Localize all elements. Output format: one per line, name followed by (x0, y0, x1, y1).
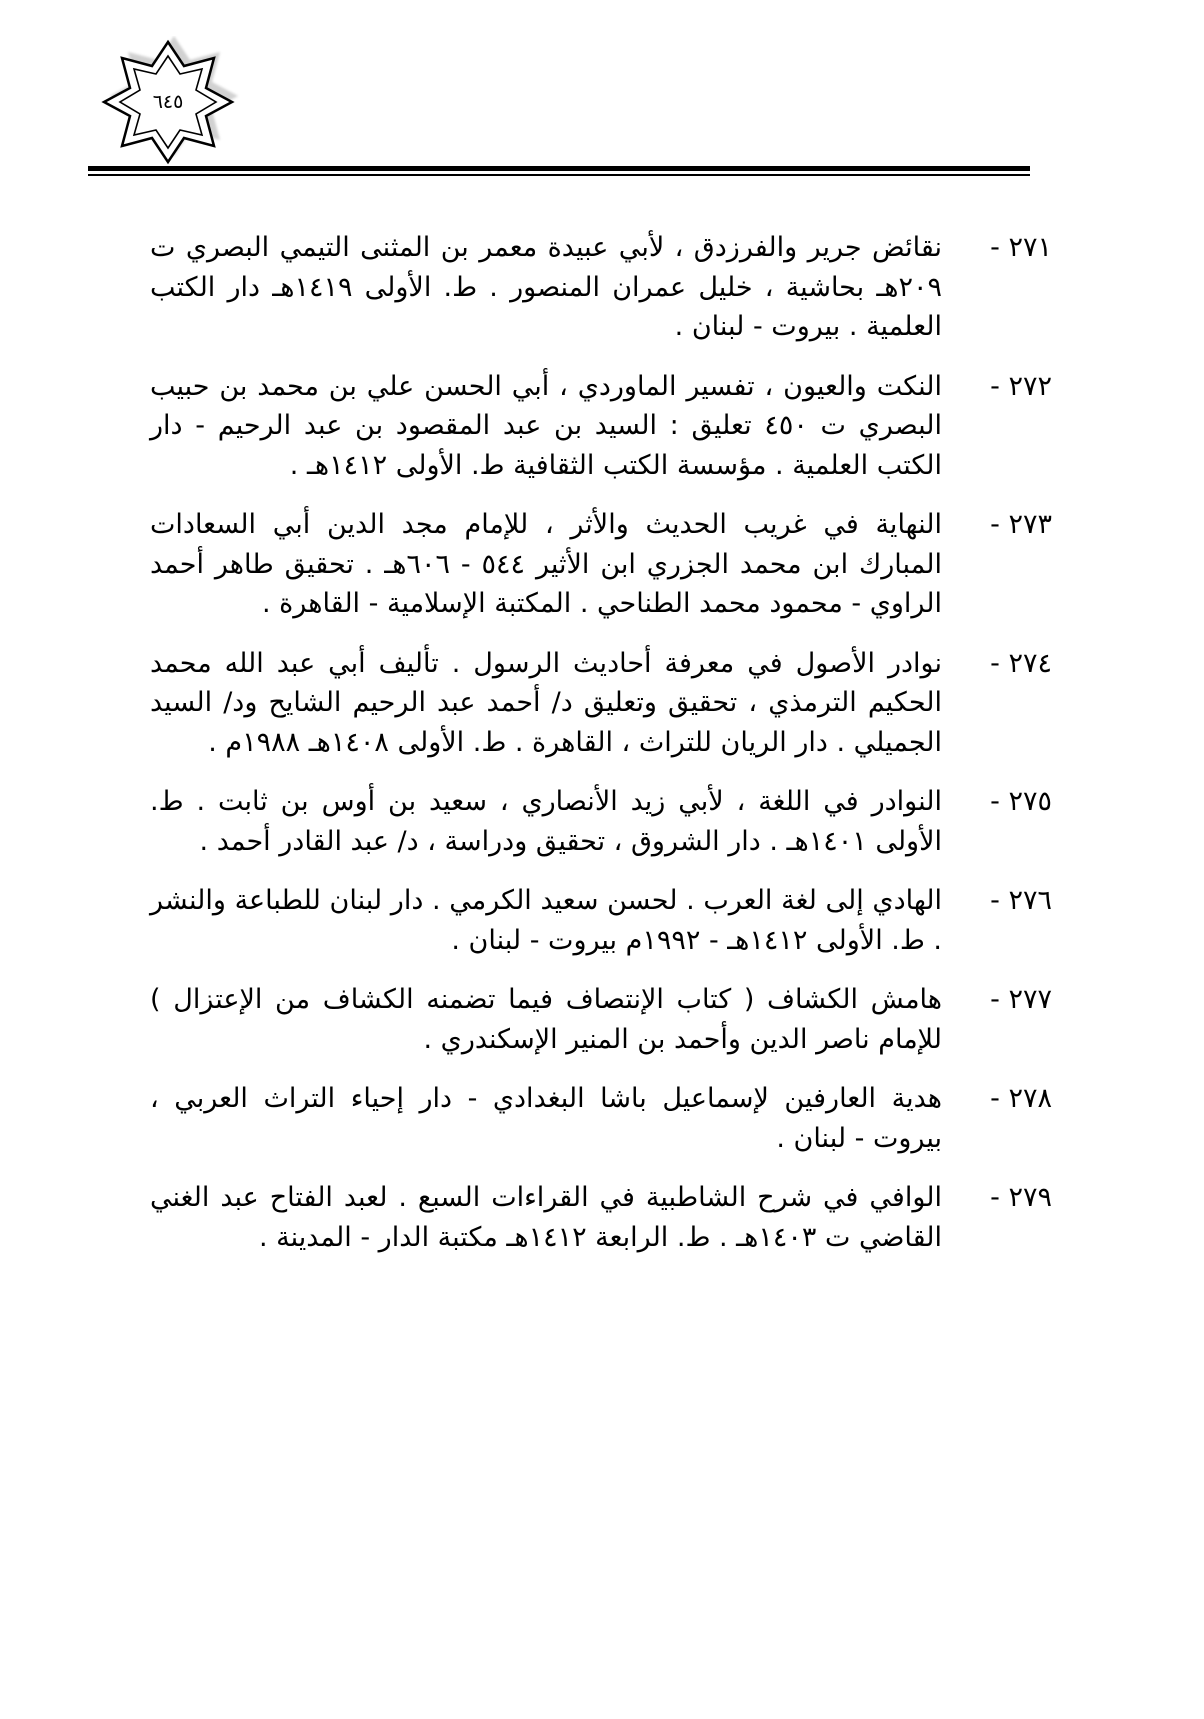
bibliography-entry-274 (150, 644, 1052, 763)
bibliography-entry-276 (150, 881, 1052, 960)
page-number-badge (96, 36, 240, 168)
entry-text: النوادر في اللغة ، لأبي زيد الأنصاري ، سعيد بن أوس بن ثابت . ط. الأولى ١٤٠١هـ . دار الشروق ، تحقيق ودراسة ، د/ عبد القادر أحمد . (150, 786, 942, 857)
entry-number: ٢٧٢ - (990, 370, 1052, 402)
entry-text: نوادر الأصول في معرفة أحاديث الرسول . تأليف أبي عبد الله محمد الحكيم الترمذي ، تحقيق وتعليق د/ أحمد عبد الرحيم الشايح ود/ السيد الجميلي . دار الريان للتراث ، القاهرة . ط. الأولى ١٤٠٨هـ ١٩٨٨م . (150, 647, 942, 758)
bibliography-entry-277 (150, 980, 1052, 1059)
entry-text: الوافي في شرح الشاطبية في القراءات السبع . لعبد الفتاح عبد الغني القاضي ت ١٤٠٣هـ . ط. الرابعة ١٤١٢هـ مكتبة الدار - المدينة . (150, 1182, 942, 1253)
entry-text: الهادي إلى لغة العرب . لحسن سعيد الكرمي . دار لبنان للطباعة والنشر . ط. الأولى ١٤١٢هـ - ١٩٩٢م بيروت - لبنان . (150, 885, 942, 956)
bibliography-entry-278 (150, 1079, 1052, 1158)
bibliography-entry-275 (150, 782, 1052, 861)
entry-number: ٢٧٦ - (990, 885, 1052, 916)
entry-number: ٢٧٣ - (990, 509, 1052, 540)
entry-number: ٢٧٧ - (990, 984, 1052, 1015)
entry-text: هدية العارفين لإسماعيل باشا البغدادي - دار إحياء التراث العربي ، بيروت - لبنان . (150, 1083, 942, 1154)
entry-number: ٢٧٨ - (990, 1083, 1052, 1114)
entry-text: هامش الكشاف ( كتاب الإنتصاف فيما تضمنه الكشاف من الإعتزال ) للإمام ناصر الدين وأحمد بن المنير الإسكندري . (150, 984, 942, 1055)
entry-text: نقائض جرير والفرزدق ، لأبي عبيدة معمر بن المثنى التيمي البصري ت ٢٠٩هـ بحاشية ، خليل عمران المنصور . ط. الأولى ١٤١٩هـ دار الكتب العلمية . بيروت - لبنان . (150, 232, 942, 342)
entry-number: ٢٧٥ - (990, 786, 1052, 817)
bibliography-entry-271 (150, 228, 1052, 347)
entry-number: ٢٧١ - (990, 232, 1052, 263)
bibliography-entry-279 (150, 1178, 1052, 1257)
header-rule-thick (88, 166, 1030, 171)
page-number: ٦٤٥ (152, 91, 184, 113)
entry-text: النهاية في غريب الحديث والأثر ، للإمام مجد الدين أبي السعادات المبارك ابن محمد الجزري ابن الأثير ٥٤٤ - ٦٠٦هـ . تحقيق طاهر أحمد الراوي - محمود محمد الطناحي . المكتبة الإسلامية - القاهرة . (150, 509, 942, 619)
bibliography-entry-272 (150, 367, 1052, 486)
entry-text: النكت والعيون ، تفسير الماوردي ، أبي الحسن علي بن محمد بن حبيب البصري ت ٤٥٠ تعليق : السيد بن عبد المقصود بن عبد الرحيم - دار الكتب العلمية . مؤسسة الكتب الثقافية ط. الأولى ١٤١٢هـ . (150, 370, 943, 481)
entry-number: ٢٧٤ - (990, 647, 1052, 679)
header-rule-thin (88, 174, 1030, 176)
bibliography-entry-273 (150, 505, 1052, 624)
bibliography-list (150, 228, 1052, 1277)
entry-number: ٢٧٩ - (990, 1182, 1052, 1213)
